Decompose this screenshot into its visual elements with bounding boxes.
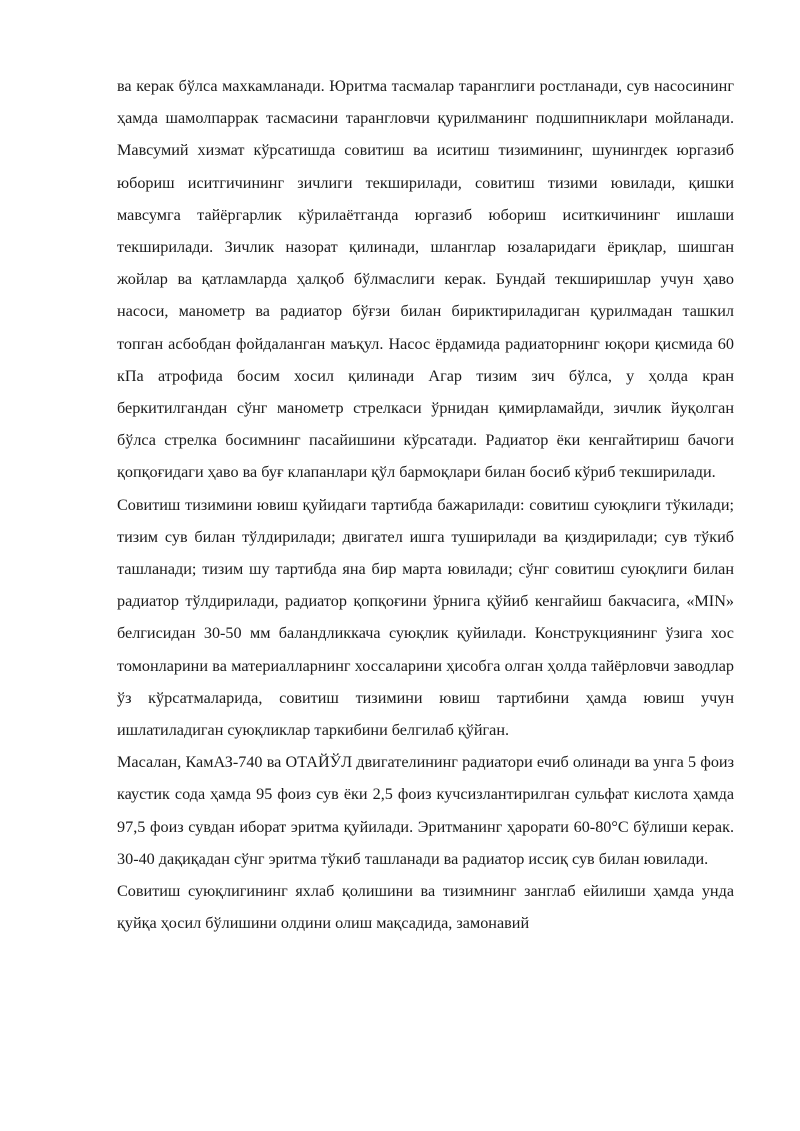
paragraph-1: ва керак бўлса махкамланади. Юритма тасмалар таранглиги ростланади, сув насосининг ҳамда шамолпаррак тасмасини тарангловчи қурилманинг подшипниклари мойланади. Мавсумий хизмат кўрсатишда совитиш ва иситиш тизимининг, шунингдек юргазиб юбориш иситгичининг зичлиги текширилади, совитиш тизими ювилади, қишки мавсумга тайёргарлик кўрилаётганда юргазиб юбориш иситкичининг ишлаши текширилади. Зичлик назорат қилинади, шланглар юзаларидаги ёриқлар, шишган жойлар ва қатламларда ҳалқоб бўлмаслиги керак. Бундай текширишлар учун ҳаво насоси, манометр ва радиатор бўғзи билан бириктириладиган қурилмадан ташкил топган асбобдан фойдаланган маъқул. Насос ёрдамида радиаторнинг юқори қисмида 60 кПа атрофида босим хосил қилинади Агар тизим зич бўлса, у ҳолда кран беркитилгандан сўнг манометр стрелкаси ўрнидан қимирламайди, зичлик йуқолган бўлса стрелка босимнинг пасайишини кўрсатади. Радиатор ёки кенгайтириш бачоги қопқоғидаги ҳаво ва буғ клапанлари қўл бармоқлари билан босиб кўриб текширилади.: [117, 77, 734, 482]
paragraph-2: Совитиш тизимини ювиш қуйидаги тартибда бажарилади: совитиш суюқлиги тўкилади; тизим сув билан тўлдирилади; двигател ишга туширилади ва қиздирилади; сув тўкиб ташланади; тизим шу тартибда яна бир марта ювилади; сўнг совитиш суюқлиги билан радиатор тўлдирилади, радиатор қопқоғини ўрнига қўйиб кенгайиш бакчасига, «MIN» белгисидан 30-50 мм баландликкача суюқлик қуйилади. Конструкциянинг ўзига хос томонларини ва материалларнинг хоссаларини ҳисобга олган ҳолда тайёрловчи заводлар ўз кўрсатмаларида, совитиш тизимини ювиш тартибини ҳамда ювиш учун ишлатиладиган суюқликлар таркибини белгилаб қўйган.: [117, 495, 734, 740]
paragraph-4: Совитиш суюқлигининг яхлаб қолишини ва тизимнинг занглаб ейилиши ҳамда унда қуйқа ҳосил бўлишини олдини олиш мақсадида, замонавий: [117, 882, 734, 933]
document-page: [117, 70, 734, 939]
paragraph-3: Масалан, КамАЗ-740 ва ОТАЙЎЛ двигателининг радиатори ечиб олинади ва унга 5 фоиз каустик сода ҳамда 95 фоиз сув ёки 2,5 фоиз кучсизлантирилган сульфат кислота ҳамда 97,5 фоиз сувдан иборат эритма қуйилади. Эритманинг ҳарорати 60-80°С бўлиши керак. 30-40 дақиқадан сўнг эритма тўкиб ташланади ва радиатор иссиқ сув билан ювилади.: [117, 753, 734, 868]
